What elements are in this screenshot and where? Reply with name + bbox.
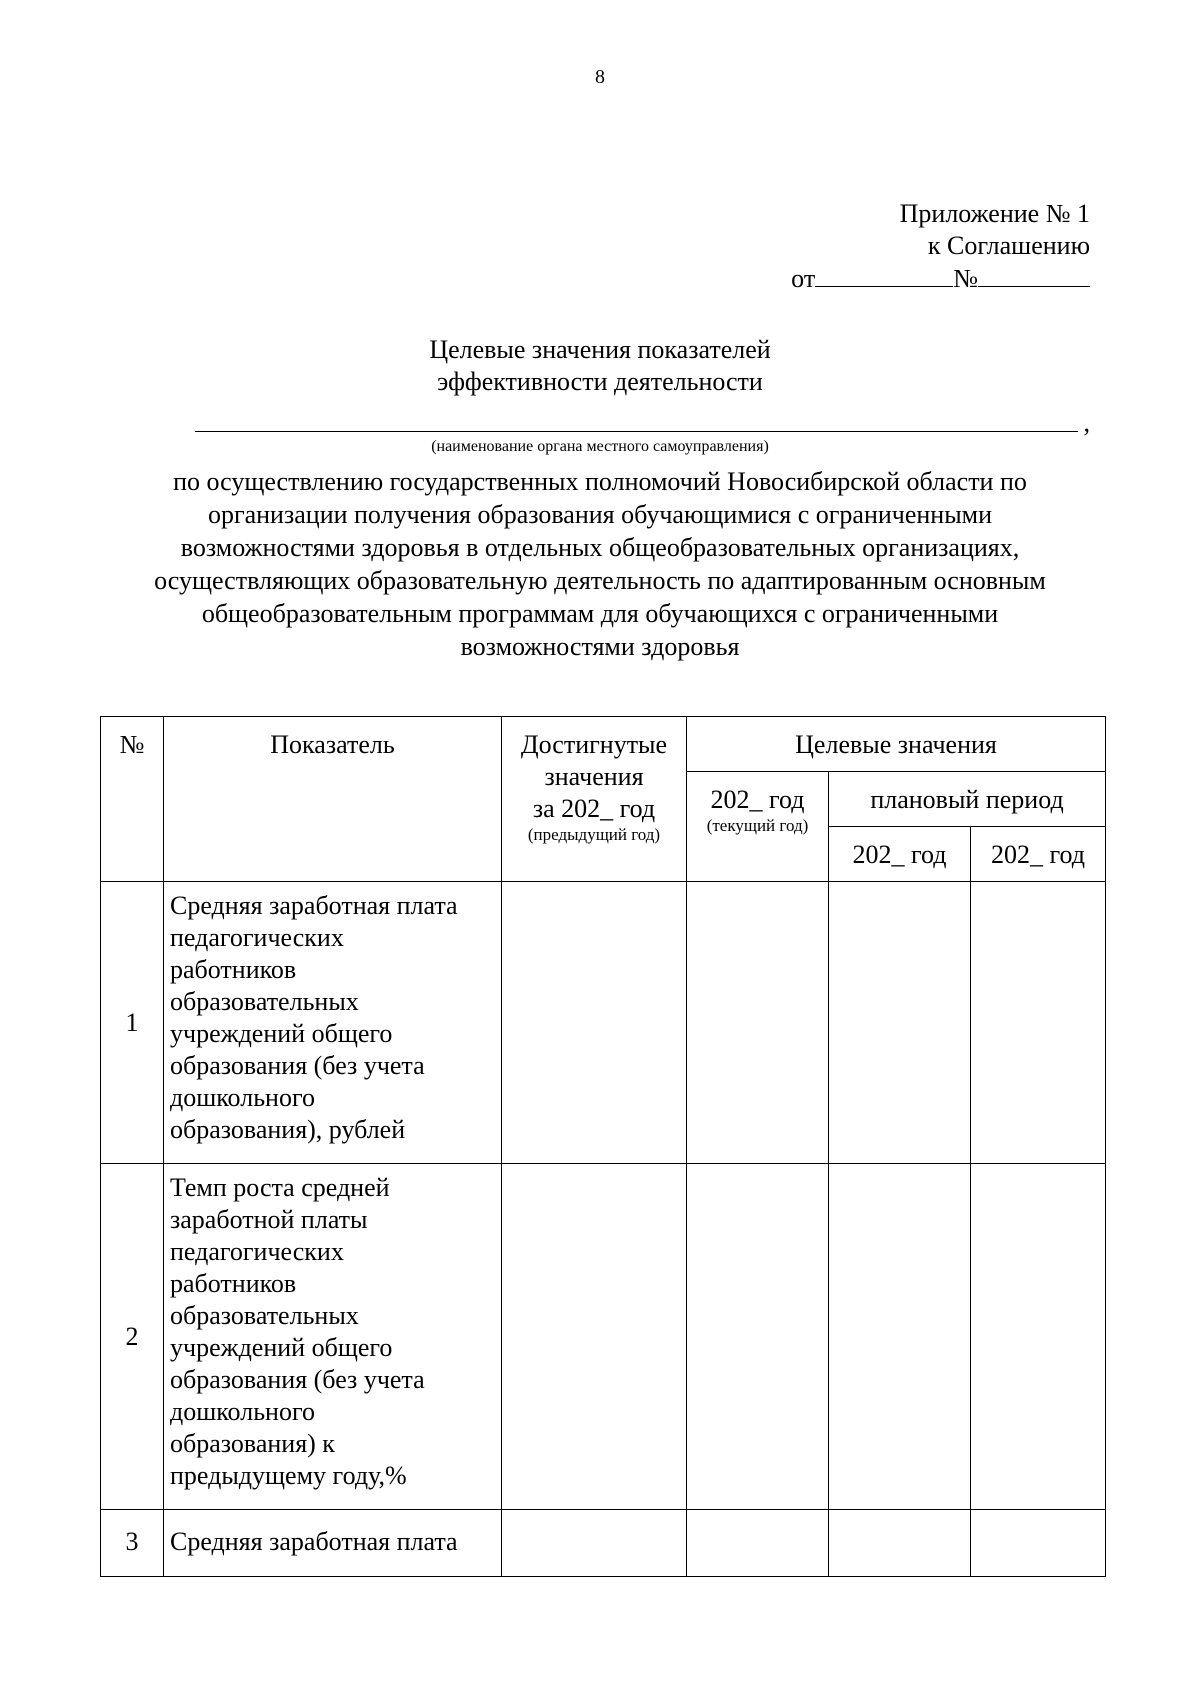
org-name-rule <box>195 431 1078 432</box>
header-current-year-label: 202_ год <box>710 785 805 814</box>
appendix-title: Приложение № 1 <box>899 199 1090 228</box>
indicator-line: педагогических <box>170 1237 344 1266</box>
page-number: 8 <box>595 66 605 88</box>
indicator-line: образования (без учета <box>170 1365 425 1394</box>
cell-current-year <box>687 1510 829 1577</box>
subtitle-line: возможностями здоровья <box>460 632 740 661</box>
document-subtitle <box>0 465 1200 663</box>
subtitle-line: осуществляющих образовательную деятельность по адаптированным основным <box>154 566 1046 595</box>
row-num: 1 <box>101 882 164 1164</box>
row-num: 2 <box>101 1164 164 1510</box>
cell-plan-year-2 <box>971 1164 1106 1510</box>
indicator-line: учреждений общего <box>170 1019 393 1048</box>
header-achieved-line: за 202_ год <box>532 794 656 823</box>
indicator-line: педагогических <box>170 923 344 952</box>
indicator-line: Темп роста средней <box>170 1173 390 1202</box>
org-name-comma: , <box>1083 408 1090 437</box>
cell-plan-year-2 <box>971 1510 1106 1577</box>
indicator-line: дошкольного <box>170 1083 315 1112</box>
header-target: Целевые значения <box>687 717 1106 772</box>
number-blank <box>978 262 1090 287</box>
row-num: 3 <box>101 1510 164 1577</box>
header-current-note: (текущий год) <box>706 816 809 835</box>
row-indicator <box>164 882 502 1164</box>
cell-plan-year-1 <box>829 1164 971 1510</box>
subtitle-line: возможностями здоровья в отдельных общеобразовательных организациях, <box>180 533 1020 562</box>
cell-current-year <box>687 882 829 1164</box>
indicators-table <box>100 716 1106 1577</box>
header-plan-year-1: 202_ год <box>829 827 971 882</box>
document-title <box>0 334 1200 398</box>
appendix-agreement: к Соглашению <box>927 231 1090 260</box>
header-plan-year-2: 202_ год <box>971 827 1106 882</box>
indicator-line: предыдущему году,% <box>170 1461 407 1490</box>
cell-achieved <box>502 1164 687 1510</box>
appendix-date-number <box>791 262 1090 295</box>
header-current-year <box>687 772 829 882</box>
indicator-line: Средняя заработная плата <box>170 891 458 920</box>
header-num: № <box>101 717 164 882</box>
table-row <box>101 882 1106 1164</box>
cell-current-year <box>687 1164 829 1510</box>
header-achieved <box>502 717 687 882</box>
header-plan-period: плановый период <box>829 772 1106 827</box>
cell-plan-year-1 <box>829 1510 971 1577</box>
subtitle-line: по осуществлению государственных полномочий Новосибирской области по <box>173 467 1027 496</box>
indicator-line: работников <box>170 1269 297 1298</box>
row-indicator <box>164 1510 502 1577</box>
header-achieved-note: (предыдущий год) <box>527 825 661 844</box>
org-name-caption: (наименование органа местного самоуправления) <box>431 438 769 455</box>
cell-achieved <box>502 882 687 1164</box>
indicator-line: образовательных <box>170 987 359 1016</box>
table-row <box>101 1164 1106 1510</box>
cell-plan-year-1 <box>829 882 971 1164</box>
from-label: от <box>791 264 816 293</box>
cell-plan-year-2 <box>971 882 1106 1164</box>
number-label: № <box>953 264 978 293</box>
indicator-line: дошкольного <box>170 1397 315 1426</box>
indicator-line: образования), рублей <box>170 1115 406 1144</box>
title-line-2: эффективности деятельности <box>437 367 763 396</box>
row-indicator <box>164 1164 502 1510</box>
indicator-line: образования (без учета <box>170 1051 425 1080</box>
org-name-blank <box>195 398 1090 437</box>
indicator-line: образования) к <box>170 1429 335 1458</box>
indicator-line: Средняя заработная плата <box>170 1527 458 1556</box>
indicator-line: учреждений общего <box>170 1333 393 1362</box>
title-line-1: Целевые значения показателей <box>429 335 771 364</box>
indicator-line: заработной платы <box>170 1205 368 1234</box>
subtitle-line: общеобразовательным программам для обучающихся с ограниченными <box>201 599 999 628</box>
cell-achieved <box>502 1510 687 1577</box>
indicator-line: работников <box>170 955 297 984</box>
header-indicator: Показатель <box>164 717 502 882</box>
header-achieved-line: значения <box>544 762 644 791</box>
indicator-line: образовательных <box>170 1301 359 1330</box>
header-achieved-line: Достигнутые <box>520 730 668 759</box>
date-blank <box>815 262 953 287</box>
appendix-block <box>791 198 1090 295</box>
table-row <box>101 1510 1106 1577</box>
subtitle-line: организации получения образования обучающимися с ограниченными <box>207 500 993 529</box>
